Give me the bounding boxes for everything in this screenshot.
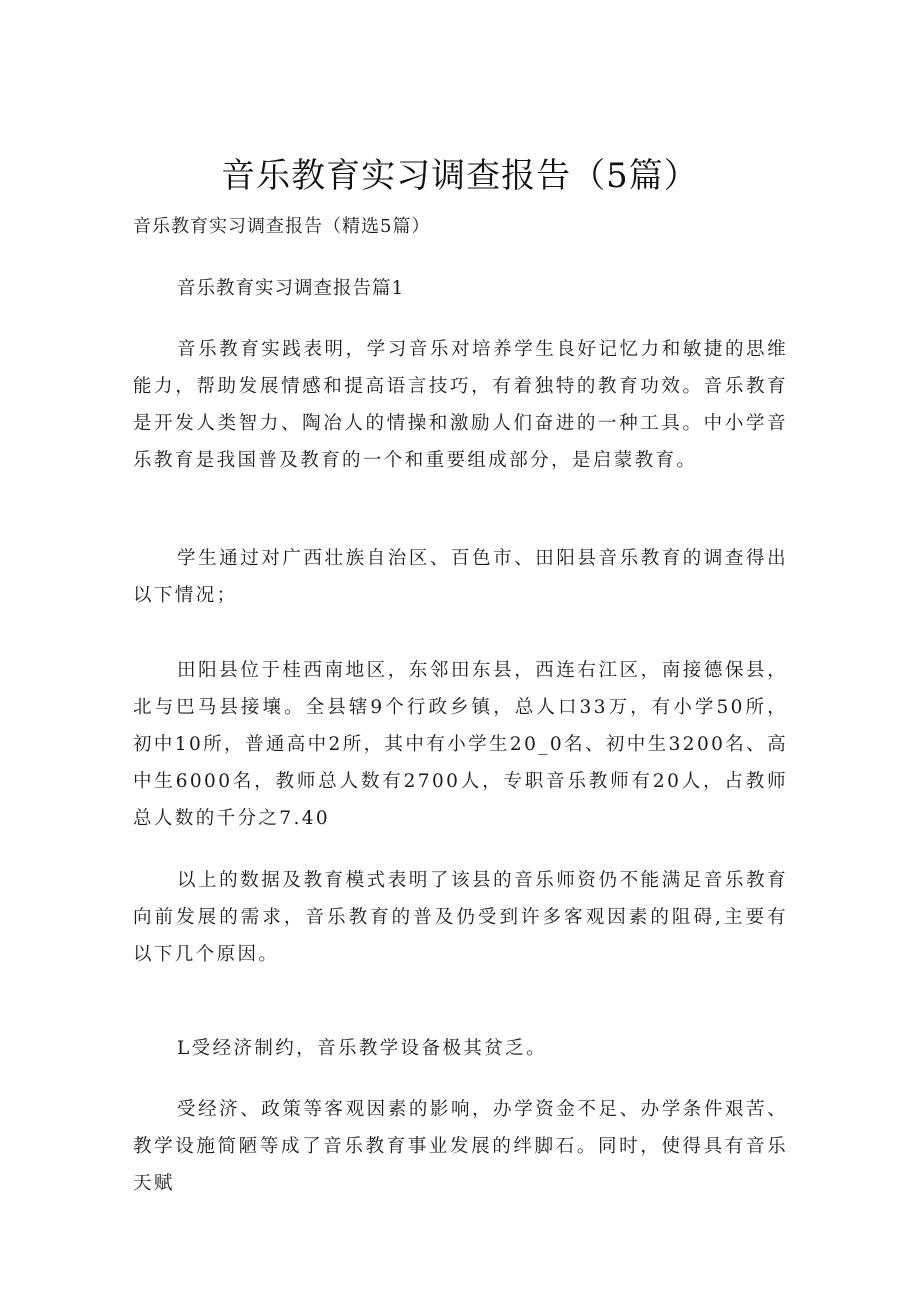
paragraph: 学生通过对广西壮族自治区、百色市、田阳县音乐教育的调查得出以下情况； (133, 548, 788, 606)
paragraph: 受经济、政策等客观因素的影响，办学资金不足、办学条件艰苦、教学设施简陋等成了音乐教育事业发展的绊脚石。同时，使得具有音乐天赋 (133, 1099, 788, 1194)
document-title: 音乐教育实习调查报告（5篇） (221, 156, 699, 196)
document-subtitle: 音乐教育实习调查报告（精选5篇） (133, 216, 431, 237)
paragraph: 田阳县位于桂西南地区，东邻田东县，西连右江区，南接德保县，北与巴马县接壤。全县辖9个行政乡镇，总人口33万，有小学50所，初中10所，普通高中2所，其中有小学生20_0名、初中生3200名、高中生6000名，教师总人数有2700人，专职音乐教师有20人，占教师总人数的千分之7.40 (133, 660, 788, 829)
paragraph: 以上的数据及教育模式表明了该县的音乐师资仍不能满足音乐教育向前发展的需求，音乐教育的普及仍受到许多客观因素的阻碍,主要有以下几个原因。 (133, 870, 788, 965)
paragraph: L受经济制约，音乐教学设备极其贫乏。 (177, 1038, 547, 1059)
paragraph: 音乐教育实践表明，学习音乐对培养学生良好记忆力和敏捷的思维能力，帮助发展情感和提高语言技巧，有着独特的教育功效。音乐教育是开发人类智力、陶冶人的情操和激励人们奋进的一种工具。中小学音乐教育是我国普及教育的一个和重要组成部分，是启蒙教育。 (133, 339, 788, 471)
section-heading: 音乐教育实习调查报告篇1 (177, 278, 405, 299)
